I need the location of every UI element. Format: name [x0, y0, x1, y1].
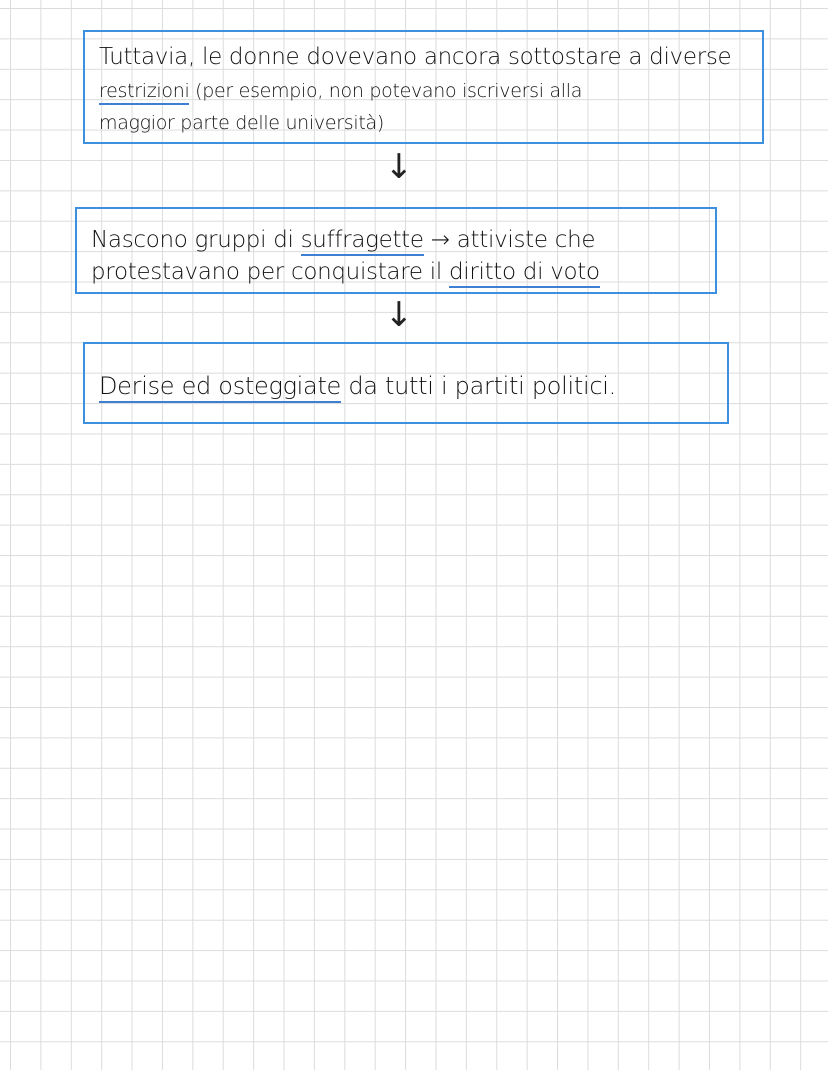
down-arrow-icon: ↓: [384, 147, 414, 187]
note-box-2: [75, 207, 717, 294]
note-text: → attiviste che: [423, 227, 596, 253]
underlined-term: diritto di voto: [449, 259, 600, 288]
note-box-1: [83, 30, 764, 144]
note-box-3: [83, 342, 729, 424]
note-text: da tutti i partiti politici.: [341, 372, 616, 400]
note-text: (per esempio, non potevano iscriversi alla: [189, 80, 583, 102]
note-2-line-2: [91, 259, 600, 285]
note-text: Nascono gruppi di: [91, 227, 301, 253]
note-text: protestavano per conquistare il: [91, 259, 449, 285]
underlined-term: suffragette: [301, 227, 424, 256]
down-arrow-icon: ↓: [384, 295, 414, 335]
note-3-line-1: [99, 372, 616, 400]
underlined-term: restrizioni: [99, 80, 189, 105]
underlined-term: Derise ed osteggiate: [99, 372, 341, 403]
note-2-line-1: [91, 227, 595, 253]
note-1-line-2: [99, 80, 582, 102]
note-1-line-3: maggior parte delle università): [99, 112, 384, 134]
note-1-line-1: Tuttavia, le donne dovevano ancora sottostare a diverse: [99, 44, 732, 70]
